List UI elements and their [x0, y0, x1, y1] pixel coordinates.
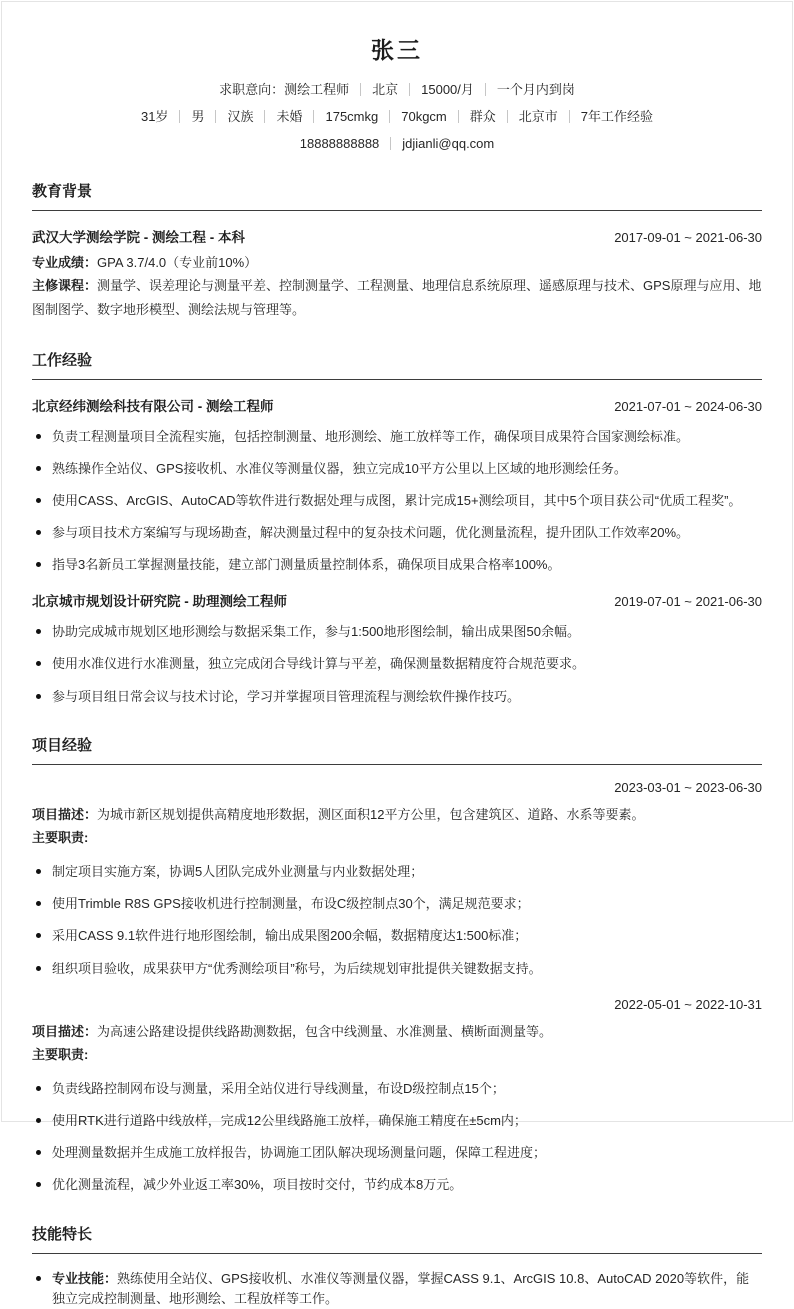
divider [409, 83, 410, 96]
bullet-dot [36, 966, 41, 971]
job-entry-head [32, 395, 762, 415]
list-item [32, 427, 762, 447]
section-projects [32, 734, 762, 1196]
info-location: 北京市 [518, 108, 558, 124]
intention-city: 北京 [372, 82, 399, 97]
project-description-row [32, 1020, 762, 1044]
job-bullet-text: 负责工程测量项目全流程实施，包括控制测量、地形测绘、施工放样等工作，确保项目成果符合国家测绘标准。 [52, 428, 690, 444]
bullet-dot [36, 530, 41, 535]
divider [569, 110, 570, 123]
section-skills [32, 1223, 762, 1309]
list-item [32, 523, 762, 543]
gpa-value: GPA 3.7/4.0（专业前10%） [97, 254, 258, 270]
list-item [32, 959, 762, 979]
intention-salary: 15000/月 [421, 82, 474, 97]
school-name: 武汉大学测绘学院 - 测绘工程 - 本科 [32, 229, 245, 245]
duty-bullet-text: 优化测量流程，减少外业返工率30%，项目按时交付，节约成本8万元。 [52, 1177, 463, 1193]
list-item [32, 862, 762, 882]
project-date-range: 2022-05-01 ~ 2022-10-31 [614, 996, 762, 1012]
info-ethnicity: 汉族 [227, 108, 254, 124]
duty-bullet-text: 制定项目实施方案，协调5人团队完成外业测量与内业数据处理； [52, 864, 424, 880]
list-item [32, 1079, 762, 1099]
project-description-text: 为城市新区规划提供高精度地形数据，测区面积12平方公里，包含建筑区、道路、水系等要素。 [97, 806, 645, 822]
divider [507, 110, 508, 123]
project-date-range: 2023-03-01 ~ 2023-06-30 [614, 779, 762, 795]
bullet-dot [36, 661, 41, 666]
bullet-dot [36, 694, 41, 699]
gpa-label: 专业成绩： [32, 254, 98, 270]
bullet-dot [36, 1150, 41, 1155]
info-gender: 男 [191, 108, 205, 124]
section-title-work: 工作经验 [32, 349, 762, 380]
project-description-text: 为高速公路建设提供线路勘测数据，包含中线测量、水准测量、横断面测量等。 [97, 1023, 553, 1039]
job-intention-line [32, 82, 762, 99]
job-bullet-text: 指导3名新员工掌握测量技能，建立部门测量质量控制体系，确保项目成果合格率100%。 [52, 557, 561, 573]
duty-bullet-text: 处理测量数据并生成施工放样报告，协调施工团队解决现场测量问题，保障工程进度； [52, 1145, 547, 1161]
email-address: jdjianli@qq.com [402, 135, 495, 151]
job-date-range: 2019-07-01 ~ 2021-06-30 [614, 594, 762, 610]
job-date-range: 2021-07-01 ~ 2024-06-30 [614, 398, 762, 414]
bullet-dot [36, 1182, 41, 1187]
list-item [32, 1111, 762, 1131]
job-bullet-text: 协助完成城市规划区地形测绘与数据采集工作，参与1:500地形图绘制，输出成果图50余幅。 [52, 624, 580, 640]
section-title-projects: 项目经验 [32, 734, 762, 765]
intention-label: 求职意向： [219, 82, 285, 97]
job-bullet-text: 熟练操作全站仪、GPS接收机、水准仪等测量仪器，独立完成10平方公里以上区域的地形测绘任务。 [52, 460, 627, 476]
gpa-row [32, 251, 762, 275]
list-item [32, 1175, 762, 1195]
list-item [32, 1269, 762, 1309]
bullet-dot [36, 869, 41, 874]
project-duty-list [32, 1079, 762, 1196]
info-political-status: 群众 [469, 108, 496, 124]
bullet-dot [36, 562, 41, 567]
divider [485, 83, 486, 96]
job-bullet-text: 使用CASS、ArcGIS、AutoCAD等软件进行数据处理与成图，累计完成15+测绘项目，其中5个项目获公司“优质工程奖”。 [52, 492, 742, 508]
bullet-dot [36, 1118, 41, 1123]
courses-label: 主修课程： [32, 278, 98, 294]
project-description-row [32, 803, 762, 827]
education-entry-head [32, 226, 762, 246]
list-item [32, 491, 762, 511]
info-weight: 70kgcm [401, 108, 447, 124]
bullet-dot [36, 1086, 41, 1091]
contact-line [32, 136, 762, 153]
duty-bullet-text: 使用RTK进行道路中线放样，完成12公里线路施工放样，确保施工精度在±5cm内； [52, 1113, 527, 1129]
list-item [32, 894, 762, 914]
project-duties-label: 主要职责: [32, 1047, 89, 1063]
project-duty-list [32, 862, 762, 979]
candidate-name: 张三 [371, 37, 423, 63]
job-bullet-list [32, 622, 762, 706]
divider [313, 110, 314, 123]
divider [360, 83, 361, 96]
list-item [32, 1143, 762, 1163]
section-title-skills: 技能特长 [32, 1223, 762, 1254]
resume-header [32, 32, 762, 153]
list-item [32, 654, 762, 674]
divider [390, 137, 391, 150]
divider [264, 110, 265, 123]
info-marital-status: 未婚 [276, 108, 303, 124]
section-education [32, 180, 762, 322]
info-height: 175cmkg [325, 108, 379, 124]
skill-label: 专业技能： [52, 1270, 118, 1286]
bullet-dot [36, 466, 41, 471]
project-duties-label-row [32, 1043, 762, 1067]
skills-list [32, 1269, 762, 1309]
list-item [32, 687, 762, 707]
phone-number: 18888888888 [299, 135, 380, 151]
list-item [32, 555, 762, 575]
job-bullet-text: 使用水准仪进行水准测量，独立完成闭合导线计算与平差，确保测量数据精度符合规范要求。 [52, 656, 586, 672]
education-date-range: 2017-09-01 ~ 2021-06-30 [614, 229, 762, 245]
courses-value: 测量学、误差理论与测量平差、控制测量学、工程测量、地理信息系统原理、遥感原理与技术、GPS原理与应用、地图制图学、数字地形模型、测绘法规与管理等。 [32, 278, 762, 317]
job-entry-head [32, 590, 762, 610]
job-bullet-list [32, 427, 762, 576]
company-and-role: 北京经纬测绘科技有限公司 - 测绘工程师 [32, 398, 274, 414]
project-description-label: 项目描述： [32, 1023, 98, 1039]
divider [179, 110, 180, 123]
job-bullet-text: 参与项目组日常会议与技术讨论，学习并掌握项目管理流程与测绘软件操作技巧。 [52, 688, 521, 704]
project-duties-label-row [32, 826, 762, 850]
info-experience-years: 7年工作经验 [580, 108, 654, 124]
section-title-education: 教育背景 [32, 180, 762, 211]
duty-bullet-text: 负责线路控制网布设与测量，采用全站仪进行导线测量，布设D级控制点15个； [52, 1080, 505, 1096]
job-bullet-text: 参与项目技术方案编写与现场勘查，解决测量过程中的复杂技术问题，优化测量流程，提升团队工作效率20%。 [52, 525, 690, 541]
list-item [32, 459, 762, 479]
divider [215, 110, 216, 123]
duty-bullet-text: 采用CASS 9.1软件进行地形图绘制，输出成果图200余幅，数据精度达1:500标准； [52, 928, 528, 944]
divider [389, 110, 390, 123]
intention-availability: 一个月内到岗 [496, 82, 575, 97]
duty-bullet-text: 使用Trimble R8S GPS接收机进行控制测量，布设C级控制点30个，满足规范要求； [52, 896, 530, 912]
list-item [32, 926, 762, 946]
bullet-dot [36, 933, 41, 938]
resume-page [1, 1, 793, 1306]
section-work [32, 349, 762, 707]
intention-position: 测绘工程师 [284, 82, 350, 97]
bullet-dot [36, 434, 41, 439]
project-description-label: 项目描述： [32, 806, 98, 822]
skill-text: 熟练使用全站仪、GPS接收机、水准仪等测量仪器，掌握CASS 9.1、ArcGIS 10.8、AutoCAD 2020等软件，能独立完成控制测量、地形测绘、工程放样等工作。 [52, 1270, 750, 1306]
project-duties-label: 主要职责: [32, 830, 89, 846]
basic-info-line [32, 109, 762, 126]
bullet-dot [36, 901, 41, 906]
courses-row [32, 274, 762, 321]
bullet-dot [36, 1276, 41, 1281]
bullet-dot [36, 498, 41, 503]
company-and-role: 北京城市规划设计研究院 - 助理测绘工程师 [32, 594, 287, 610]
info-age: 31岁 [140, 108, 169, 124]
duty-bullet-text: 组织项目验收，成果获甲方“优秀测绘项目”称号，为后续规划审批提供关键数据支持。 [52, 960, 542, 976]
divider [458, 110, 459, 123]
bullet-dot [36, 629, 41, 634]
list-item [32, 622, 762, 642]
